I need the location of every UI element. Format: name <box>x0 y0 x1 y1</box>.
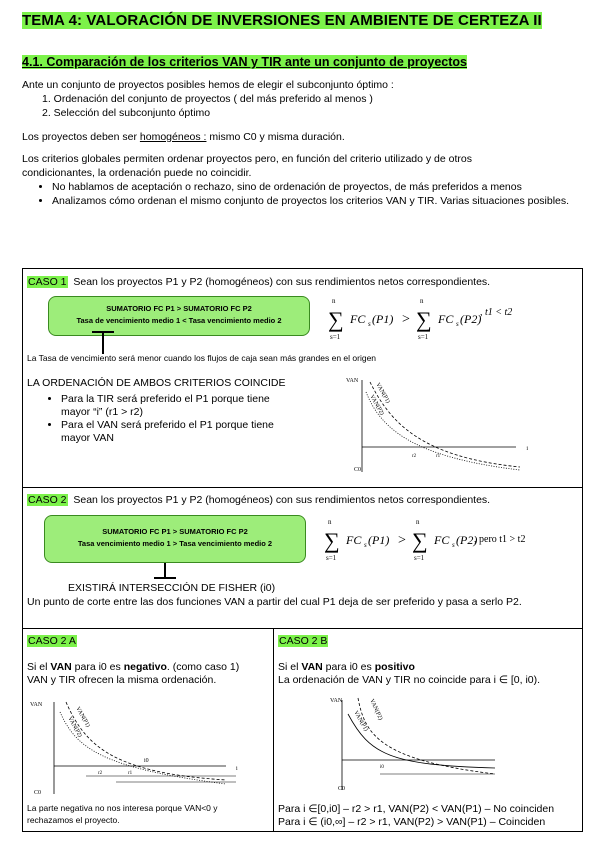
svg-text:VAN(P2): VAN(P2) <box>368 698 384 722</box>
svg-text:C0: C0 <box>354 467 362 473</box>
svg-text:(P2): (P2) <box>456 533 478 547</box>
caso1-formula <box>324 293 584 343</box>
intro-paragraph: Ante un conjunto de proyectos posibles hemos de elegir el subconjunto óptimo : 1. Ordenación del conjunto de proyectos ( del más preferido al menos ) 2. Selección del subconjunto óptimo <box>22 78 582 120</box>
caso2a-tag: CASO 2 A <box>28 635 76 647</box>
global-bullet-1: • No hablamos de aceptación o rechazo, sino de ordenación de proyectos, de más preferidos a menos <box>52 180 582 194</box>
caso1-note: La Tasa de vencimiento será menor cuando los flujos de caja sean más grandes en el origen <box>27 353 377 363</box>
global-bullet-2: • Analizamos cómo ordenan el mismo conjunto de proyectos los criterios VAN y TIR. Varias situaciones posibles. <box>52 194 582 208</box>
svg-text:∑: ∑ <box>328 307 344 332</box>
svg-text:C0: C0 <box>338 786 346 792</box>
svg-text:r2: r2 <box>98 771 103 776</box>
svg-text:n: n <box>328 518 332 526</box>
caso2-green-box: SUMATORIO FC P1 > SUMATORIO FC P2 Tasa vencimiento medio 1 > Tasa vencimiento medio 2 <box>44 515 306 563</box>
svg-text:i: i <box>236 766 238 772</box>
svg-text:s: s <box>364 541 367 549</box>
svg-text:s=1: s=1 <box>414 554 425 562</box>
svg-text:>: > <box>402 312 410 327</box>
caso2a-tag-row <box>27 635 77 648</box>
caso2b-tag: CASO 2 B <box>279 635 328 647</box>
svg-text:r2: r2 <box>412 454 417 459</box>
page-title: TEMA 4: VALORACIÓN DE INVERSIONES EN AMBIENTE DE CERTEZA II <box>22 12 542 29</box>
intro-step-2: 2. Selección del subconjunto óptimo <box>42 107 211 119</box>
caso2-desc: Un punto de corte entre las dos funciones VAN a partir del cual P1 deja de ser preferido y pasa a serlo P2. <box>27 596 522 608</box>
svg-text:s=1: s=1 <box>330 333 341 341</box>
svg-text:FC: FC <box>438 312 454 326</box>
intro-step-1: 1. Ordenación del conjunto de proyectos ( del más preferido al menos ) <box>42 93 373 105</box>
svg-text:i: i <box>526 446 528 452</box>
caso1-bullets <box>27 393 301 445</box>
svg-text:r1: r1 <box>128 771 133 776</box>
svg-text:(P1): (P1) <box>372 312 394 326</box>
svg-text:r1: r1 <box>436 454 441 459</box>
caso2b-text: Si el VAN para i0 es positivo La ordenación de VAN y TIR no coincide para i ∈ [0, i0). <box>278 661 541 686</box>
svg-text:n: n <box>420 297 424 305</box>
svg-text:VAN(P2): VAN(P2) <box>66 716 83 739</box>
svg-text:s: s <box>452 541 455 549</box>
caso2a-note: La parte negativa no nos interesa porque VAN<0 y rechazamos el proyecto. <box>27 803 218 825</box>
caso2-intro: CASO 2 Sean los proyectos P1 y P2 (homogéneos) con sus rendimientos netos correspondientes. <box>28 494 491 506</box>
caso2b-graph <box>310 690 510 795</box>
svg-text:, t1 < t2: , t1 < t2 <box>480 307 513 318</box>
svg-text:∑: ∑ <box>412 528 428 553</box>
svg-text:n: n <box>332 297 336 305</box>
svg-text:FC: FC <box>350 312 366 326</box>
caso2b-tag-row <box>278 635 328 648</box>
caso2a-graph <box>26 698 246 798</box>
svg-text:>: > <box>398 533 406 548</box>
svg-text:(P2): (P2) <box>460 312 482 326</box>
caso2-formula <box>320 514 582 564</box>
svg-text:s=1: s=1 <box>418 333 429 341</box>
svg-text:n: n <box>416 518 420 526</box>
caso2a-text: Si el VAN para i0 es negativo. (como caso 1) VAN y TIR ofrecen la misma ordenación. <box>27 661 240 686</box>
svg-text:VAN: VAN <box>346 378 359 384</box>
svg-text:i0: i0 <box>380 765 384 770</box>
caso2b-conditions <box>278 803 580 829</box>
section-subtitle: 4.1. Comparación de los criterios VAN y TIR ante un conjunto de proyectos <box>22 55 467 69</box>
caso1-bullet-2: • Para el VAN será preferido el P1 porque tiene mayor VAN <box>61 419 301 445</box>
svg-text:FC: FC <box>434 533 450 547</box>
caso2-fisher: EXISTIRÁ INTERSECCIÓN DE FISHER (i0) <box>68 582 276 594</box>
svg-text:s: s <box>456 320 459 328</box>
global-paragraph: Los criterios globales permiten ordenar proyectos pero, en función del criterio utilizado y de otros condicionantes, la ordenación puede no coincidir. • No hablamos de aceptación o rechazo, sino de ordenación de proyectos, de más preferidos a menos • Analizamos cómo ordenan el mismo conjunto de proyectos los criterios VAN y TIR. Varias situaciones posibles. <box>22 152 582 208</box>
caso1-pointer <box>102 332 104 354</box>
caso1-intro: CASO 1 Sean los proyectos P1 y P2 (homogéneos) con sus rendimientos netos correspondientes. <box>28 276 491 288</box>
svg-text:VAN(P1): VAN(P1) <box>352 710 369 733</box>
svg-text:C0: C0 <box>34 790 42 796</box>
svg-text:VAN(P1): VAN(P1) <box>74 706 91 729</box>
caso2b-cond-1: Para i ∈[0,i0] – r2 > r1, VAN(P2) < VAN(P1) – No coinciden <box>278 803 555 815</box>
caso1-green-box: SUMATORIO FC P1 > SUMATORIO FC P2 Tasa de vencimiento medio 1 < Tasa vencimiento medio 2 <box>48 296 310 336</box>
svg-text:VAN(P2): VAN(P2) <box>368 394 385 417</box>
svg-text:VAN(P1): VAN(P1) <box>374 382 391 405</box>
svg-text:s: s <box>368 320 371 328</box>
svg-text:∑: ∑ <box>324 528 340 553</box>
svg-text:∑: ∑ <box>416 307 432 332</box>
caso1-heading: LA ORDENACIÓN DE AMBOS CRITERIOS COINCIDE <box>27 377 286 389</box>
svg-text:, pero t1 > t2: , pero t1 > t2 <box>474 534 526 545</box>
caso1-tag: CASO 1 <box>28 276 67 288</box>
caso1-bullet-1: • Para la TIR será preferido el P1 porque tiene mayor “i” (r1 > r2) <box>61 393 301 419</box>
svg-text:VAN: VAN <box>30 702 43 708</box>
caso2-pointer-bar <box>154 577 176 579</box>
caso1-pointer-bar <box>92 331 114 333</box>
svg-text:s=1: s=1 <box>326 554 337 562</box>
svg-text:(P1): (P1) <box>368 533 390 547</box>
svg-text:FC: FC <box>346 533 362 547</box>
svg-text:i0: i0 <box>144 758 149 764</box>
caso1-graph <box>340 372 530 477</box>
svg-text:VAN: VAN <box>330 698 343 704</box>
caso2-tag: CASO 2 <box>28 494 67 506</box>
homogeneous-paragraph: Los proyectos deben ser homogéneos : mismo C0 y misma duración. <box>22 131 345 143</box>
caso2b-cond-2: Para i ∈ (i0,∞] – r2 > r1, VAN(P2) > VAN(P1) – Coinciden <box>278 816 546 828</box>
